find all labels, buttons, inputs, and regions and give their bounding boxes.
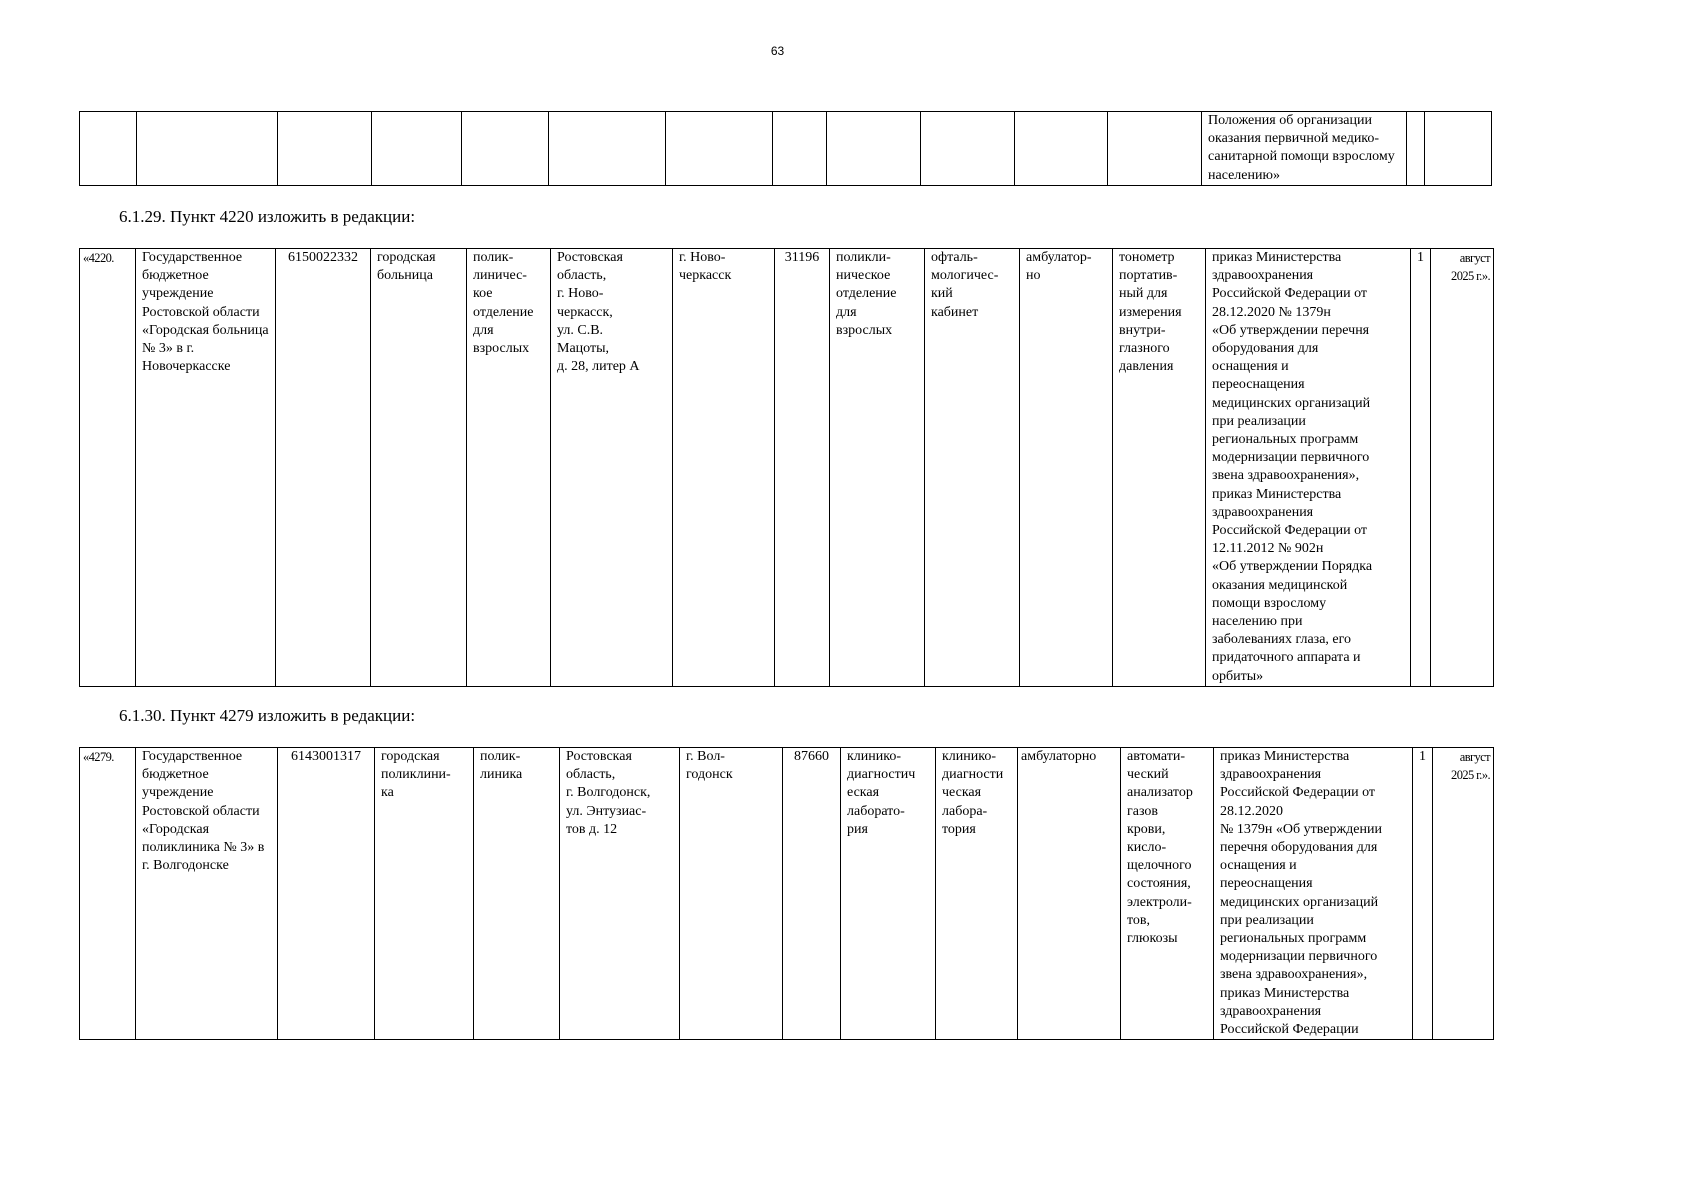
- table-cell: [372, 112, 462, 186]
- room: офталь- мологичес- кий кабинет: [925, 249, 1020, 687]
- item-table-4279: [79, 747, 1494, 1040]
- table-cell: [773, 112, 827, 186]
- quantity: 1: [1413, 748, 1433, 1040]
- continuation-table: [79, 111, 1492, 186]
- code: 31196: [775, 249, 830, 687]
- organization-name: Государственное бюджетное учреждение Ростовской области «Городская поликлиника № 3» в г. Волгодонске: [136, 748, 278, 1040]
- division: полик- линичес- кое отделение для взрослых: [467, 249, 551, 687]
- locality: г. Вол- годонск: [680, 748, 783, 1040]
- table-cell: [1015, 112, 1108, 186]
- inn: 6143001317: [278, 748, 375, 1040]
- table-cell: [921, 112, 1015, 186]
- table-cell: [80, 112, 137, 186]
- section-heading-4220: 6.1.29. Пункт 4220 изложить в редакции:: [119, 207, 416, 226]
- quantity: 1: [1411, 249, 1431, 687]
- code: 87660: [783, 748, 841, 1040]
- table-cell: [1425, 112, 1492, 186]
- division: полик- линика: [474, 748, 560, 1040]
- organization-type: городская больница: [371, 249, 467, 687]
- deadline: август 2025 г.».: [1433, 748, 1494, 1040]
- section-heading-4279: 6.1.30. Пункт 4279 изложить в редакции:: [119, 706, 416, 725]
- room: клинико- диагности ческая лабора- тория: [936, 748, 1018, 1040]
- unit: поликли- ническое отделение для взрослых: [830, 249, 925, 687]
- organization-type: городская поликлини- ка: [375, 748, 474, 1040]
- item-table-4220: [79, 248, 1494, 687]
- table-cell: [1108, 112, 1202, 186]
- address: Ростовская область, г. Ново- черкасск, ул. С.В. Мацоты, д. 28, литер А: [551, 249, 673, 687]
- unit: клинико- диагностич еская лаборато- рия: [841, 748, 936, 1040]
- inn: 6150022332: [276, 249, 371, 687]
- organization-name: Государственное бюджетное учреждение Ростовской области «Городская больница № 3» в г. Новочеркасске: [136, 249, 276, 687]
- table-row: [80, 249, 1494, 687]
- address: Ростовская область, г. Волгодонск, ул. Энтузиас- тов д. 12: [560, 748, 680, 1040]
- equipment: автомати- ческий анализатор газов крови, кисло- щелочного состояния, электроли- тов, глюкозы: [1121, 748, 1214, 1040]
- equipment: тонометр портатив- ный для измерения внутри- глазного давления: [1113, 249, 1206, 687]
- page-number: 63: [770, 44, 785, 58]
- deadline: август 2025 г.».: [1431, 249, 1494, 687]
- item-number: «4220.: [80, 249, 136, 687]
- table-cell: [549, 112, 666, 186]
- table-cell: [666, 112, 773, 186]
- table-cell: [137, 112, 278, 186]
- table-cell: [827, 112, 921, 186]
- item-number: «4279.: [80, 748, 136, 1040]
- legal-basis: приказ Министерства здравоохранения Российской Федерации от 28.12.2020 № 1379н «Об утверждении перечня оборудования для оснащения и переоснащения медицинских организаций при реализации региональных программ модернизации первичного звена здравоохранения», приказ Министерства здравоохранения Российской Федерации от 12.11.2012 № 902н «Об утверждении Порядка оказания медицинской помощи взрослому населению при заболеваниях глаза, его придаточного аппарата и орбиты»: [1206, 249, 1411, 687]
- legal-basis: приказ Министерства здравоохранения Российской Федерации от 28.12.2020 № 1379н «Об утверждении перечня оборудования для оснащения и переоснащения медицинских организаций при реализации региональных программ модернизации первичного звена здравоохранения», приказ Министерства здравоохранения Российской Федерации: [1214, 748, 1413, 1040]
- care-type: амбулатор- но: [1020, 249, 1113, 687]
- care-type: амбулаторно: [1018, 748, 1121, 1040]
- locality: г. Ново- черкасск: [673, 249, 775, 687]
- table-cell: [278, 112, 372, 186]
- table-cell: [462, 112, 549, 186]
- table-row: [80, 748, 1494, 1040]
- order-cell: Положения об организации оказания первичной медико-санитарной помощи взрослому населению»: [1202, 112, 1407, 186]
- table-cell: [1407, 112, 1425, 186]
- table-row: [80, 112, 1492, 186]
